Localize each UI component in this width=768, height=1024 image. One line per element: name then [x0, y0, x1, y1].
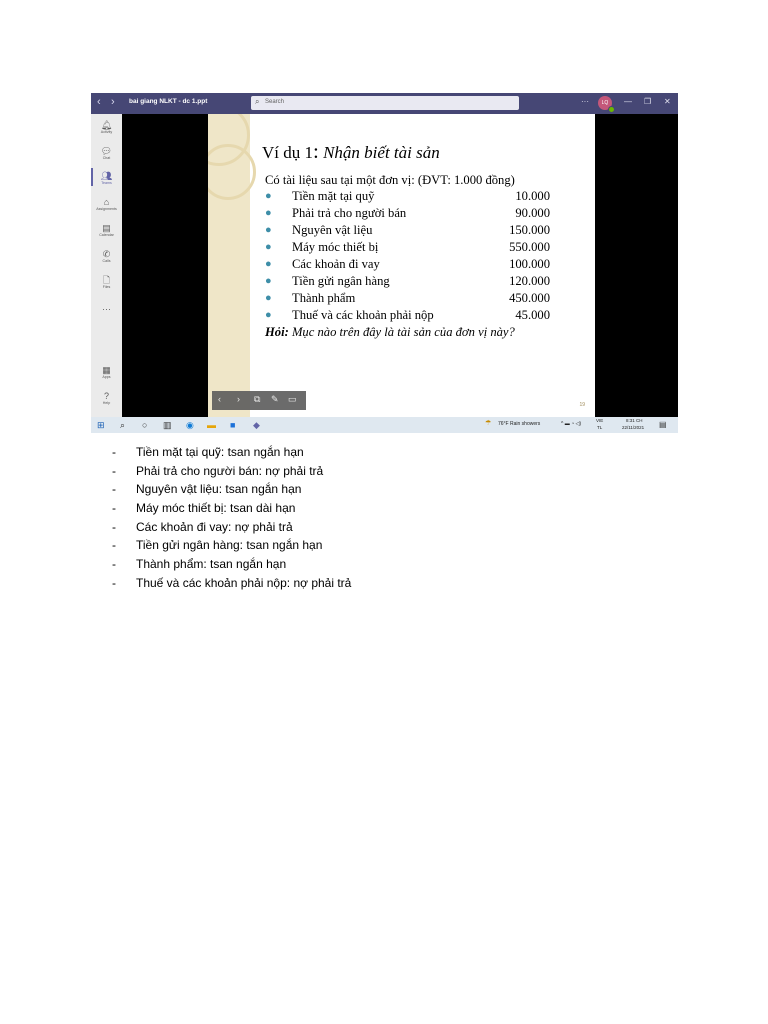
- windows-start-icon[interactable]: ⊞: [97, 420, 105, 430]
- title-colon: :: [313, 139, 319, 163]
- presentation-stage: [122, 114, 678, 417]
- previous-slide-icon[interactable]: ‹: [218, 394, 221, 404]
- rail-item-label: Help: [102, 401, 111, 405]
- answer-text: Các khoản đi vay: nợ phải trả: [136, 519, 293, 534]
- bullet-icon: ●: [265, 309, 272, 321]
- answer-text: Nguyên vật liệu: tsan ngắn hạn: [136, 482, 302, 497]
- item-value: 120.000: [509, 274, 550, 288]
- list-dash: -: [112, 501, 116, 516]
- slide: [208, 114, 595, 417]
- answer-text: Tiền gửi ngân hàng: tsan ngắn hạn: [136, 538, 323, 553]
- copy-icon[interactable]: ⧉: [254, 394, 261, 404]
- item-value: 10.000: [515, 189, 550, 203]
- bullet-icon: ●: [265, 190, 272, 202]
- list-dash: -: [112, 575, 116, 590]
- item-value: 100.000: [509, 257, 550, 271]
- notification-icon[interactable]: ▤: [659, 420, 667, 429]
- task-view-icon[interactable]: ▥: [163, 420, 172, 430]
- item-name: Thuế và các khoản phải nộp: [292, 308, 434, 322]
- title-prefix: Ví dụ 1: [262, 143, 313, 162]
- title-italic: Nhận biết tài sản: [318, 143, 440, 162]
- question-label: Hỏi:: [265, 325, 289, 339]
- weather-icon: ☂: [485, 420, 492, 427]
- clock-time[interactable]: 8:31 CH: [626, 418, 643, 423]
- bullet-icon: ●: [265, 292, 272, 304]
- item-name: Máy móc thiết bị: [292, 240, 379, 254]
- search-input[interactable]: [251, 96, 519, 110]
- more-options-button[interactable]: ···: [581, 97, 589, 106]
- help-icon: ?: [103, 391, 109, 401]
- slide-list-item: [265, 240, 550, 257]
- slide-intro: Có tài liệu sau tại một đơn vị: (ĐVT: 1.000 đồng): [265, 173, 515, 187]
- answer-text: Thành phẩm: tsan ngắn hạn: [136, 557, 287, 572]
- list-dash: -: [112, 445, 116, 459]
- list-dash: -: [112, 463, 116, 478]
- avatar[interactable]: LQ: [598, 96, 612, 110]
- rail-item-chat[interactable]: [91, 146, 122, 161]
- store-icon[interactable]: ■: [230, 420, 236, 430]
- slide-list-item: [265, 206, 550, 223]
- teams-icon: 👥︎: [100, 171, 113, 181]
- slide-list-item: [265, 257, 550, 274]
- item-name: Tiền gửi ngân hàng: [292, 274, 390, 288]
- phone-icon: ✆: [102, 249, 111, 259]
- screenshot-window: [91, 93, 678, 433]
- rail-item-teams[interactable]: [91, 171, 122, 186]
- chat-icon: 💬︎: [100, 146, 113, 156]
- item-name: Các khoản đi vay: [292, 257, 380, 271]
- language-top[interactable]: VIE: [596, 418, 604, 423]
- slide-decoration: [208, 114, 250, 417]
- list-dash: -: [112, 519, 116, 534]
- rail-item-label: Calls: [102, 259, 111, 263]
- answer-text: Thuế và các khoản phải nộp: nợ phải trả: [136, 575, 352, 590]
- back-icon[interactable]: ‹: [97, 96, 101, 108]
- pen-icon[interactable]: ✎: [271, 394, 279, 404]
- rail-item-calendar[interactable]: [91, 223, 122, 238]
- rail-item-activity[interactable]: [91, 120, 122, 135]
- slide-list-item: [265, 223, 550, 240]
- maximize-button[interactable]: ❐: [644, 97, 652, 106]
- item-value: 45.000: [515, 308, 550, 322]
- slide-question: [265, 325, 515, 340]
- forward-icon[interactable]: ›: [111, 96, 115, 108]
- bullet-icon: ●: [265, 275, 272, 287]
- search-placeholder: Search: [265, 99, 285, 105]
- rail-item-help[interactable]: [91, 391, 122, 406]
- app-rail: [91, 114, 122, 417]
- slide-list-item: [265, 308, 550, 325]
- slide-toolbar: [212, 391, 306, 410]
- rail-item-label: Teams: [101, 181, 112, 185]
- answer-text: Máy móc thiết bị: tsan dài hạn: [136, 501, 296, 516]
- item-name: Thành phẩm: [292, 291, 356, 305]
- calendar-icon: ▤: [102, 223, 111, 233]
- list-dash: -: [112, 538, 116, 553]
- list-dash: -: [112, 557, 116, 572]
- bullet-icon: ●: [265, 241, 272, 253]
- apps-icon: ▦: [102, 365, 111, 375]
- slide-list-item: [265, 291, 550, 308]
- search-icon: ⌕: [255, 97, 260, 106]
- presence-badge: [608, 106, 615, 113]
- rail-item-label: Assignments: [96, 207, 117, 211]
- rail-item-assignments[interactable]: [91, 197, 122, 212]
- slide-number: 19: [579, 402, 585, 408]
- rail-item-label: Apps: [102, 375, 111, 379]
- file-explorer-icon[interactable]: ▬: [207, 420, 216, 430]
- language-bottom[interactable]: TL: [597, 425, 603, 430]
- rail-item-calls[interactable]: [91, 249, 122, 264]
- slide-list-item: [265, 274, 550, 291]
- bullet-icon: ●: [265, 258, 272, 270]
- system-tray-icons[interactable]: ^ ▬ ◔ ◁): [561, 421, 582, 427]
- next-slide-icon[interactable]: ›: [237, 394, 240, 404]
- weather-status[interactable]: 76°F Rain showers: [498, 421, 541, 427]
- rail-item-label: Calendar: [99, 233, 114, 237]
- list-dash: -: [112, 482, 116, 497]
- teams-taskbar-icon[interactable]: ◆: [253, 420, 260, 430]
- decoration-ring: [208, 144, 256, 200]
- bullet-icon: ●: [265, 207, 272, 219]
- search-icon[interactable]: ⌕: [120, 420, 126, 430]
- rail-item-label: Files: [102, 285, 111, 289]
- rail-item-more[interactable]: [91, 304, 122, 314]
- item-name: Tiền mặt tại quỹ: [292, 189, 375, 203]
- rail-item-label: Activity: [100, 130, 113, 134]
- question-text: Mục nào trên đây là tài sản của đơn vị này?: [288, 325, 515, 339]
- answer-text: Tiền mặt tại quỹ: tsan ngắn hạn: [136, 445, 304, 459]
- item-name: Nguyên vật liệu: [292, 223, 373, 237]
- slide-list-item: [265, 189, 550, 206]
- item-value: 450.000: [509, 291, 550, 305]
- slide-title: [262, 139, 440, 164]
- clock-date[interactable]: 22/11/2021: [622, 425, 645, 430]
- cortana-icon[interactable]: ○: [142, 420, 148, 430]
- bell-icon: 🔔︎: [100, 120, 113, 130]
- close-button[interactable]: ✕: [664, 97, 671, 106]
- minimize-button[interactable]: —: [624, 97, 632, 106]
- rail-item-apps[interactable]: [91, 365, 122, 380]
- rail-item-label: Chat: [102, 156, 111, 160]
- file-icon: 🗋︎: [102, 275, 111, 285]
- title-bar: [91, 93, 678, 114]
- item-name: Phải trả cho người bán: [292, 206, 407, 220]
- item-value: 150.000: [509, 223, 550, 237]
- annotation-icon[interactable]: ▭: [288, 394, 297, 404]
- item-value: 550.000: [509, 240, 550, 254]
- backpack-icon: ⌂: [103, 197, 110, 207]
- answer-text: Phải trả cho người bán: nợ phải trả: [136, 463, 324, 478]
- bullet-icon: ●: [265, 224, 272, 236]
- slide-item-list: [265, 189, 550, 325]
- item-value: 90.000: [515, 206, 550, 220]
- rail-item-files[interactable]: [91, 275, 122, 290]
- window-title: bai giang NLKT - dc 1.ppt: [129, 98, 208, 105]
- edge-icon[interactable]: ◉: [186, 420, 194, 430]
- windows-taskbar: [91, 417, 678, 433]
- more-icon: ···: [102, 304, 111, 314]
